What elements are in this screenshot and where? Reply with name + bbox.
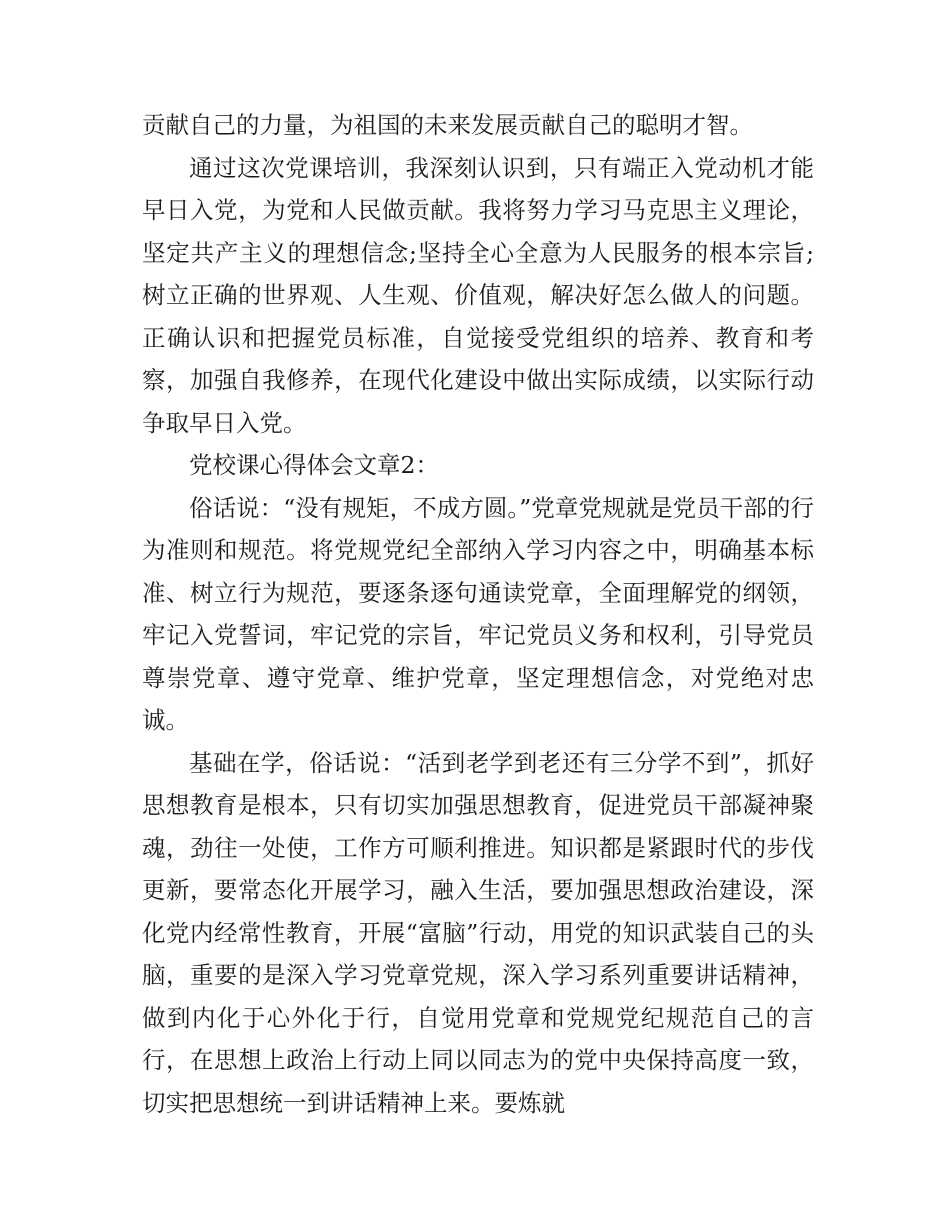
paragraph-2: 通过这次党课培训，我深刻认识到，只有端正入党动机才能早日入党，为党和人民做贡献。我将努力学习马克思主义理论，坚定共产主义的理想信念;坚持全心全意为人民服务的根本宗旨;树立正确的世界观、人生观、价值观，解决好怎么做人的问题。正确认识和把握党员标准，自觉接受党组织的培养、教育和考察，加强自我修养，在现代化建设中做出实际成绩，以实际行动争取早日入党。	[142, 153, 814, 437]
document-body	[142, 104, 814, 1124]
section-heading: 党校课心得体会文章2：	[189, 451, 439, 479]
paragraph-1: 贡献自己的力量，为祖国的未来发展贡献自己的聪明才智。	[142, 111, 753, 139]
paragraph-4: 基础在学，俗话说：“活到老学到老还有三分学不到”，抓好思想教育是根本，只有切实加强思想教育，促进党员干部凝神聚魂，劲往一处使，工作方可顺利推进。知识都是紧跟时代的步伐更新，要常态化开展学习，融入生活，要加强思想政治建设，深化党内经常性教育，开展“富脑”行动，用党的知识武装自己的头脑，重要的是深入学习党章党规，深入学习系列重要讲话精神，做到内化于心外化于行，自觉用党章和党规党纪规范自己的言行，在思想上政治上行动上同以同志为的党中央保持高度一致，切实把思想统一到讲话精神上来。要炼就	[142, 748, 814, 1117]
paragraph-3: 俗话说：“没有规矩，不成方圆。”党章党规就是党员干部的行为准则和规范。将党规党纪全部纳入学习内容之中，明确基本标准、树立行为规范，要逐条逐句通读党章，全面理解党的纲领，牢记入党誓词，牢记党的宗旨，牢记党员义务和权利，引导党员尊崇党章、遵守党章、维护党章，坚定理想信念，对党绝对忠诚。	[142, 493, 814, 734]
